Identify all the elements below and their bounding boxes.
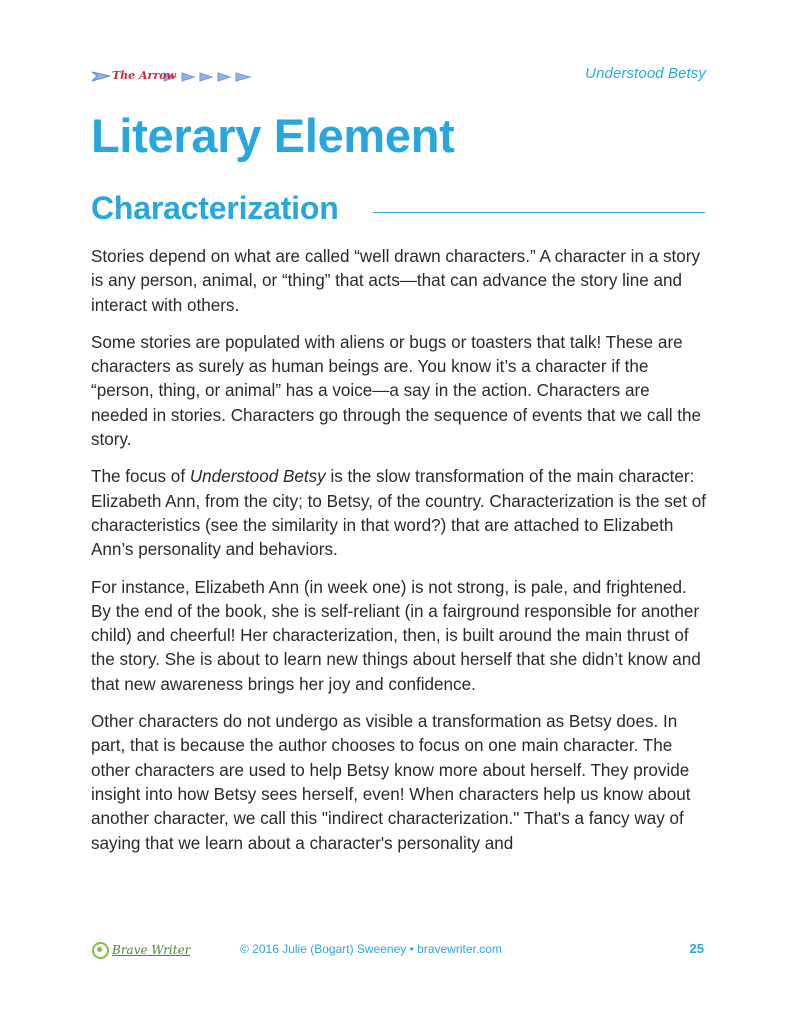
copyright-line bbox=[240, 942, 502, 956]
brave-writer-text: Brave Writer bbox=[112, 943, 191, 957]
paragraph: Other characters do not undergo as visible a transformation as Betsy does. In part, that is because the author chooses to focus on one main character. The other characters are used to help Betsy know more about herself. They provide insight into how Betsy sees herself, even! When characters help us know about another character, we call this "indirect characterization." That's a fancy way of saying that we learn about a character's personality and bbox=[91, 712, 691, 853]
book-title-italic: Understood Betsy bbox=[189, 467, 326, 487]
heading-rule bbox=[373, 212, 705, 213]
the-arrow-logo bbox=[92, 62, 262, 88]
section-heading bbox=[91, 190, 705, 234]
separator: • bbox=[409, 942, 414, 956]
brave-writer-icon bbox=[92, 942, 109, 959]
paragraph: Stories depend on what are called “well drawn characters.” A character in a story is any person, animal, or “thing” that acts—that can advance the story line and interact with others. bbox=[91, 247, 701, 315]
brave-writer-logo bbox=[92, 938, 190, 962]
paragraph-text: is the slow transformation of the main character: Elizabeth Ann, from the city; to Betsy, of the country. Characterization is the set of characteristics (see the similarity in that word?) that are attached to Elizabeth Ann’s personality and behaviors. bbox=[91, 467, 707, 560]
paragraph: Some stories are populated with aliens or bugs or toasters that talk! These are characters as surely as human beings are. You know it’s a character if the “person, thing, or animal” has a voice—a say in the action. Characters are needed in stories. Characters go through the sequence of events that we call the story. bbox=[91, 332, 702, 450]
page-title: Literary Element bbox=[91, 109, 455, 162]
paragraph: For instance, Elizabeth Ann (in week one) is not strong, is pale, and frightened. By the end of the book, she is self-reliant (in a fairground responsible for another child) and cheerful! Her characterization, then, is built around the main thrust of the story. She is about to learn new things about herself that she didn’t know and that new awareness brings her joy and confidence. bbox=[91, 577, 701, 694]
arrow-logo-icon bbox=[92, 62, 262, 88]
site-link[interactable]: bravewriter.com bbox=[417, 942, 502, 956]
paragraph-text: The focus of bbox=[91, 467, 190, 487]
paragraph bbox=[91, 465, 709, 562]
page-footer bbox=[92, 938, 706, 962]
page-header bbox=[92, 62, 706, 88]
body-text bbox=[91, 245, 709, 869]
copyright-text: © 2016 Julie (Bogart) Sweeney bbox=[240, 942, 407, 956]
book-title: Understood Betsy bbox=[585, 65, 706, 82]
page-number: 25 bbox=[689, 941, 704, 956]
section-title: Characterization bbox=[91, 190, 351, 227]
logo-text: The Arrow bbox=[112, 69, 176, 82]
